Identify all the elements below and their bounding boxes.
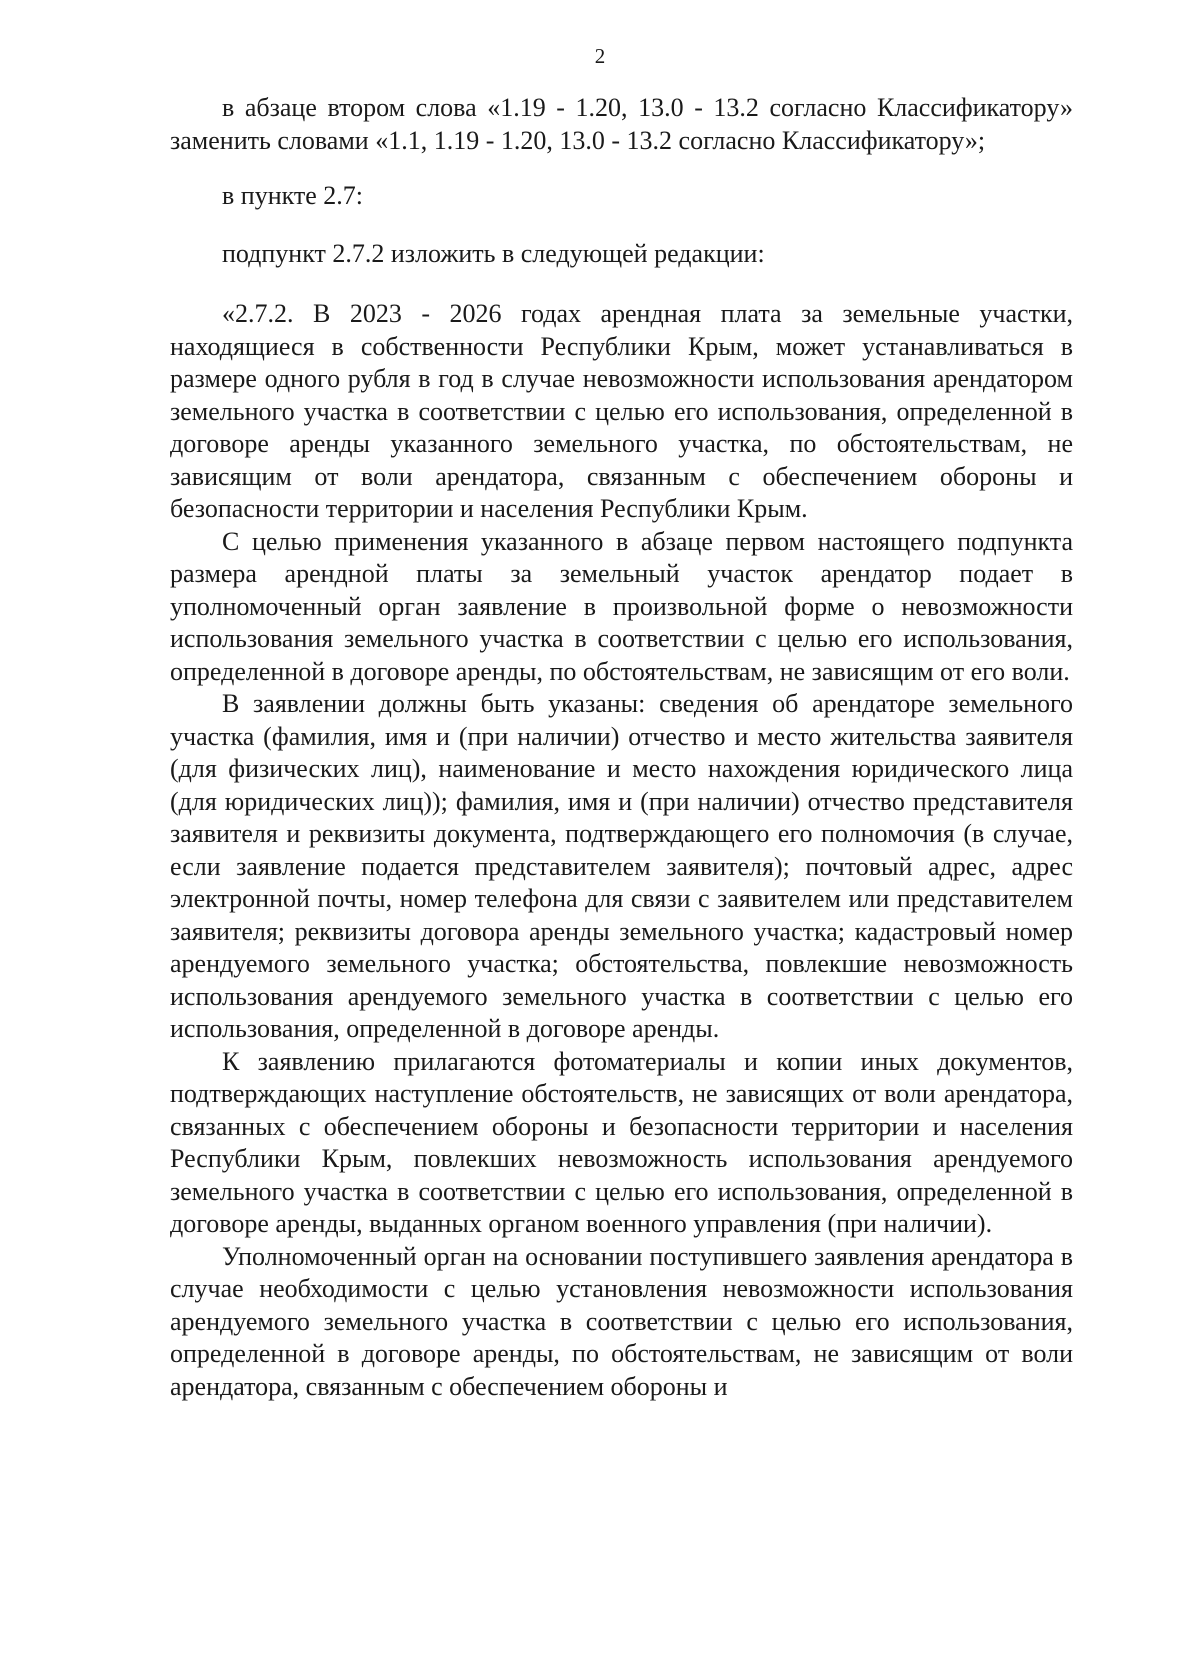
page-number: 2 bbox=[594, 44, 606, 68]
subclause-paragraph-1: «2.7.2. В 2023 - 2026 годах арендная плата за земельные участки, находящиеся в собственности Республики Крым, может устанавливаться в размере одного рубля в год в случае невозможности использования арендатором земельного участка в соответствии с целью его использования, определенной в договоре аренды указанного земельного участка, по обстоятельствам, не зависящим от воли арендатора, связанным с обеспечением обороны и безопасности территории и населения Республики Крым. bbox=[170, 299, 1073, 523]
intro-paragraph-3 bbox=[170, 238, 1073, 271]
paragraph-text: в пункте 2.7: bbox=[222, 181, 364, 210]
subclause-paragraph-4: К заявлению прилагаются фотоматериалы и копии иных документов, подтверждающих наступление обстоятельств, не зависящих от воли арендатора, связанных с обеспечением обороны и безопасности территории и населения Республики Крым, повлекших невозможность использования арендуемого земельного участка в соответствии с целью его использования, определенной в договоре аренды, выданных органом военного управления (при наличии). bbox=[170, 1046, 1073, 1238]
intro-paragraph-2 bbox=[170, 180, 1073, 213]
subclause-paragraph-2: С целью применения указанного в абзаце первом настоящего подпункта размера арендной платы за земельный участок арендатор подает в уполномоченный орган заявление в произвольной форме о невозможности использования земельного участка в соответствии с целью его использования, определенной в договоре аренды, по обстоятельствам, не зависящим от его воли. bbox=[170, 526, 1073, 686]
paragraph-text: в абзаце втором слова «1.19 - 1.20, 13.0 - 13.2 согласно Классификатору» заменить словами «1.1, 1.19 - 1.20, 13.0 - 13.2 согласно Классификатору»; bbox=[170, 93, 1073, 155]
paragraph-text: подпункт 2.7.2 изложить в следующей редакции: bbox=[222, 239, 765, 268]
subclause-paragraph-3: В заявлении должны быть указаны: сведения об арендаторе земельного участка (фамилия, имя и (при наличии) отчество и место жительства заявителя (для физических лиц), наименование и место нахождения юридического лица (для юридических лиц)); фамилия, имя и (при наличии) отчество представителя заявителя и реквизиты документа, подтверждающего его полномочия (в случае, если заявление подается представителем заявителя); почтовый адрес, адрес электронной почты, номер телефона для связи с заявителем или представителем заявителя; реквизиты договора аренды земельного участка; кадастровый номер арендуемого земельного участка; обстоятельства, повлекшие невозможность использования арендуемого земельного участка в соответствии с целью его использования, определенной в договоре аренды. bbox=[170, 689, 1073, 1043]
subclause-paragraph-5: Уполномоченный орган на основании поступившего заявления арендатора в случае необходимости с целью установления невозможности использования арендуемого земельного участка в соответствии с целью его использования, определенной в договоре аренды, по обстоятельствам, не зависящим от воли арендатора, связанным с обеспечением обороны и bbox=[170, 1241, 1073, 1401]
intro-paragraph-1 bbox=[170, 92, 1073, 157]
amendment-text bbox=[170, 298, 1073, 1403]
